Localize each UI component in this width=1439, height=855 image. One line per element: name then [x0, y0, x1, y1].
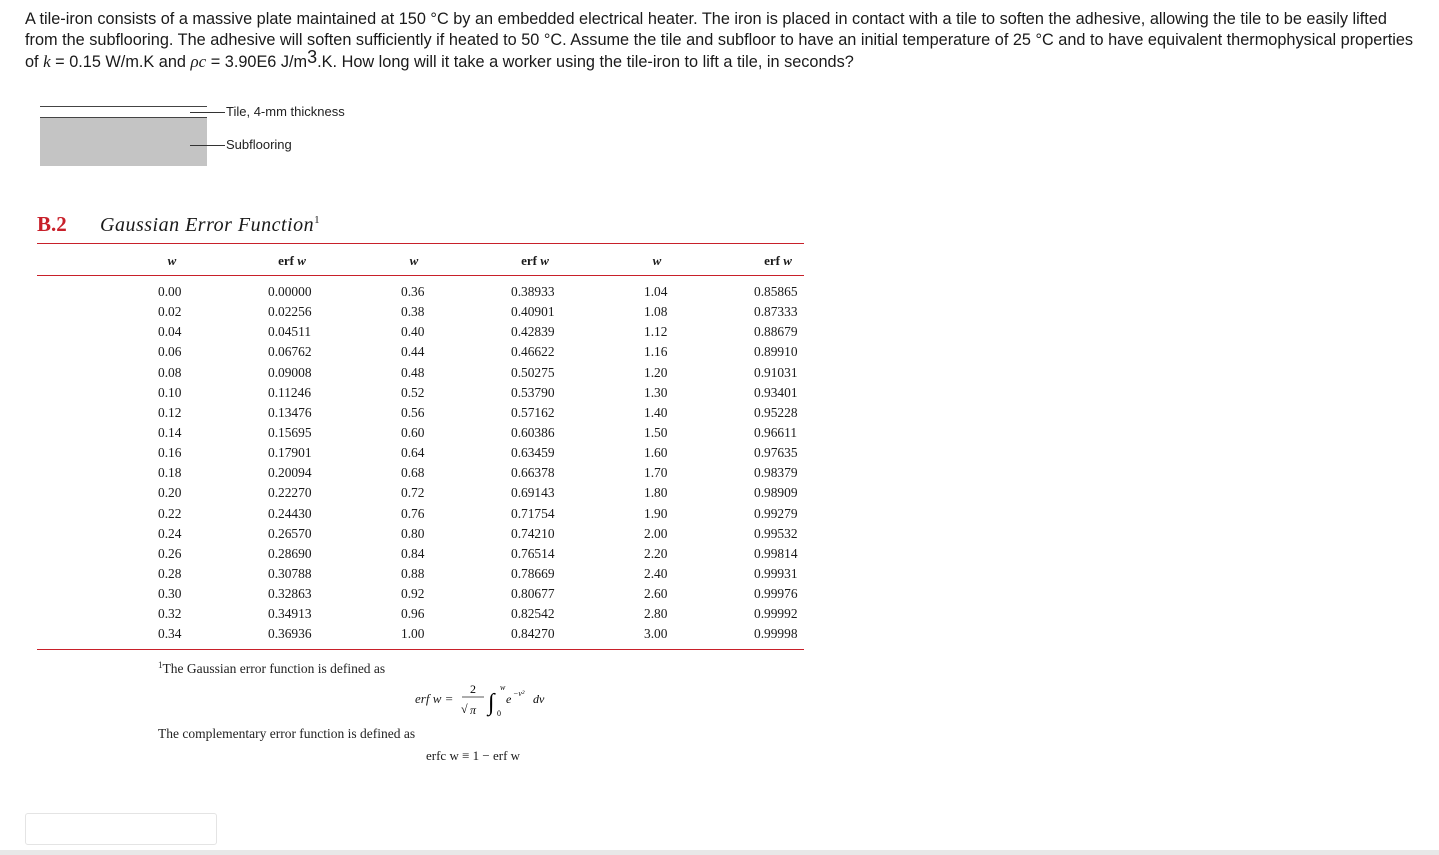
footnote-erf: $^1$The Gaussian error function is defined as — [158, 660, 386, 676]
table-cell: 0.32863 — [268, 586, 312, 602]
table-cell: 0.60386 — [511, 424, 555, 440]
table-cell: 1.12 — [644, 324, 668, 340]
table-cell: 0.36936 — [268, 626, 312, 642]
header-erf-1: erf w — [278, 253, 306, 268]
table-cell: 2.20 — [644, 545, 668, 561]
table-cell: 2.80 — [644, 606, 668, 622]
table-cell: 0.99976 — [754, 586, 798, 602]
subfloor-label: Subflooring — [226, 137, 292, 152]
erfc-formula: erfc w ≡ 1 − erf w — [426, 748, 521, 763]
table-cell: 0.85865 — [754, 284, 798, 299]
table-cell: 0.15695 — [268, 424, 312, 440]
table-cell: 0.04511 — [268, 324, 312, 340]
col-erf-3 — [754, 284, 798, 647]
table-cell: 0.80 — [401, 525, 425, 541]
table-cell: 0.92 — [401, 586, 425, 602]
table-cell: 1.80 — [644, 485, 668, 501]
table-cell: 0.40901 — [511, 304, 555, 320]
table-cell: 0.30788 — [268, 565, 312, 581]
tile-label: Tile, 4-mm thickness — [226, 104, 345, 119]
table-cell: 0.38933 — [511, 284, 555, 299]
table-cell: 0.12 — [158, 404, 182, 420]
table-cell: 0.24430 — [268, 505, 312, 521]
table-header-rule — [37, 275, 804, 276]
table-cell: 2.40 — [644, 565, 668, 581]
table-cell: 0.36 — [401, 284, 425, 299]
col-erf-1 — [268, 284, 312, 647]
subfloor-block — [40, 118, 207, 166]
table-cell: 0.42839 — [511, 324, 555, 340]
table-cell: 0.44 — [401, 344, 425, 360]
table-cell: 0.64 — [401, 445, 425, 461]
table-cell: 0.99279 — [754, 505, 798, 521]
table-cell: 1.50 — [644, 424, 668, 440]
footnote-erfc: The complementary error function is defined as — [158, 726, 416, 741]
svg-text:π: π — [470, 703, 477, 717]
table-cell: 0.84 — [401, 545, 425, 561]
table-cell: 0.09008 — [268, 364, 312, 380]
table-cell: 0.99532 — [754, 525, 798, 541]
table-cell: 1.60 — [644, 445, 668, 461]
erf-formula-lhs: erf w = — [415, 691, 454, 706]
table-cell: 0.52 — [401, 384, 425, 400]
table-cell: 1.00 — [401, 626, 425, 642]
table-cell: 0.99814 — [754, 545, 798, 561]
svg-text:−v²: −v² — [513, 689, 525, 698]
table-cell: 0.17901 — [268, 445, 312, 461]
svg-text:2: 2 — [470, 682, 476, 696]
question-text: A tile-iron consists of a massive plate maintained at 150 °C by an embedded electrical heater. The iron is placed in contact with a tile to soften the adhesive, allowing the tile to be easily lifted from the subflooring. The adhesive will soften sufficiently if heated to 50 °C. Assume the tile and subfloor to have an initial temperature of 25 °C and to have equivalent thermophysical properties of k = 0.15 W/m.K and ρc = 3.90E6 $J/m^3.K$. How long will it take a worker using the tile-iron to lift a tile, in seconds? — [25, 10, 1414, 71]
header-erf-3: erf w — [764, 253, 792, 268]
table-cell: 0.22270 — [268, 485, 312, 501]
table-cell: 0.38 — [401, 304, 425, 320]
table-cell: 0.28690 — [268, 545, 312, 561]
table-bottom-rule — [37, 649, 804, 650]
table-number: B.2 — [37, 212, 67, 236]
table-cell: 0.13476 — [268, 404, 312, 420]
svg-text:∫: ∫ — [488, 690, 495, 716]
table-cell: 0.00 — [158, 284, 182, 299]
header-w-2: w — [409, 253, 419, 268]
table-cell: 0.11246 — [268, 384, 312, 400]
table-cell: 0.32 — [158, 606, 182, 622]
table-cell: 0.18 — [158, 465, 182, 481]
table-cell: 0.63459 — [511, 445, 555, 461]
table-cell: 1.90 — [644, 505, 668, 521]
table-cell: 0.08 — [158, 364, 182, 380]
table-cell: 0.34913 — [268, 606, 312, 622]
svg-text:w: w — [500, 683, 506, 692]
table-cell: 0.24 — [158, 525, 182, 541]
table-cell: 0.99998 — [754, 626, 798, 642]
table-cell: 0.40 — [401, 324, 425, 340]
svg-text:0: 0 — [497, 709, 501, 718]
table-cell: 0.96611 — [754, 424, 798, 440]
table-cell: 0.80677 — [511, 586, 555, 602]
table-cell: 0.68 — [401, 465, 425, 481]
table-cell: 0.02256 — [268, 304, 312, 320]
erf-integral-expression — [459, 680, 599, 720]
header-w-3: w — [652, 253, 662, 268]
table-cell: 0.76514 — [511, 545, 555, 561]
table-title: B.2 Gaussian Error Function$^1$ — [37, 212, 321, 236]
table-cell: 0.98909 — [754, 485, 798, 501]
table-cell: 0.26 — [158, 545, 182, 561]
table-cell: 1.70 — [644, 465, 668, 481]
table-cell: 0.16 — [158, 445, 182, 461]
table-cell: 1.16 — [644, 344, 668, 360]
svg-text:e: e — [506, 692, 512, 706]
table-cell: 0.48 — [401, 364, 425, 380]
table-name: Gaussian Error Function — [100, 214, 315, 236]
col-w-3 — [644, 284, 667, 647]
table-cell: 0.87333 — [754, 304, 798, 320]
table-cell: 0.26570 — [268, 525, 312, 541]
col-w-1 — [158, 284, 181, 647]
table-cell: 0.88679 — [754, 324, 798, 340]
table-cell: 0.14 — [158, 424, 182, 440]
table-cell: 0.93401 — [754, 384, 798, 400]
table-cell: 0.10 — [158, 384, 182, 400]
table-cell: 0.84270 — [511, 626, 555, 642]
table-cell: 0.96 — [401, 606, 425, 622]
table-cell: 0.46622 — [511, 344, 555, 360]
table-cell: 0.20094 — [268, 465, 312, 481]
table-top-rule — [37, 243, 804, 244]
header-erf-2: erf w — [521, 253, 549, 268]
table-cell: 0.82542 — [511, 606, 555, 622]
table-cell: 2.60 — [644, 586, 668, 602]
svg-text:√: √ — [461, 702, 468, 716]
table-cell: 0.97635 — [754, 445, 798, 461]
table-cell: 0.00000 — [268, 284, 312, 299]
tile-diagram — [40, 100, 440, 170]
table-cell: 0.88 — [401, 565, 425, 581]
table-cell: 1.08 — [644, 304, 668, 320]
table-cell: 0.76 — [401, 505, 425, 521]
table-cell: 0.72 — [401, 485, 425, 501]
subfloor-leader-line — [190, 145, 225, 146]
svg-text:dv: dv — [533, 692, 545, 706]
answer-input[interactable] — [25, 813, 217, 845]
table-cell: 0.69143 — [511, 485, 555, 501]
table-cell: 0.28 — [158, 565, 182, 581]
table-cell: 0.91031 — [754, 364, 798, 380]
table-cell: 1.40 — [644, 404, 668, 420]
table-cell: 0.78669 — [511, 565, 555, 581]
table-cell: 0.95228 — [754, 404, 798, 420]
table-cell: 0.34 — [158, 626, 182, 642]
table-cell: 0.02 — [158, 304, 182, 320]
table-cell: 0.74210 — [511, 525, 555, 541]
table-cell: 0.57162 — [511, 404, 555, 420]
erf-formula — [415, 680, 615, 720]
table-cell: 0.66378 — [511, 465, 555, 481]
table-cell: 1.30 — [644, 384, 668, 400]
table-cell: 0.22 — [158, 505, 182, 521]
table-cell: 0.56 — [401, 404, 425, 420]
table-cell: 0.04 — [158, 324, 182, 340]
col-erf-2 — [511, 284, 555, 647]
tile-top-line — [40, 106, 207, 107]
table-cell: 0.20 — [158, 485, 182, 501]
table-cell: 0.60 — [401, 424, 425, 440]
col-w-2 — [401, 284, 424, 647]
table-cell: 0.89910 — [754, 344, 798, 360]
table-cell: 1.04 — [644, 284, 668, 299]
table-cell: 2.00 — [644, 525, 668, 541]
table-cell: 0.98379 — [754, 465, 798, 481]
table-cell: 0.30 — [158, 586, 182, 602]
table-cell: 0.53790 — [511, 384, 555, 400]
table-cell: 0.06762 — [268, 344, 312, 360]
table-cell: 0.06 — [158, 344, 182, 360]
table-cell: 0.99931 — [754, 565, 798, 581]
table-cell: 1.20 — [644, 364, 668, 380]
bottom-scroll-edge — [0, 850, 1439, 855]
table-cell: 0.71754 — [511, 505, 555, 521]
tile-leader-line — [190, 112, 225, 113]
table-cell: 0.50275 — [511, 364, 555, 380]
table-cell: 3.00 — [644, 626, 668, 642]
table-cell: 0.99992 — [754, 606, 798, 622]
header-w-1: w — [167, 253, 177, 268]
